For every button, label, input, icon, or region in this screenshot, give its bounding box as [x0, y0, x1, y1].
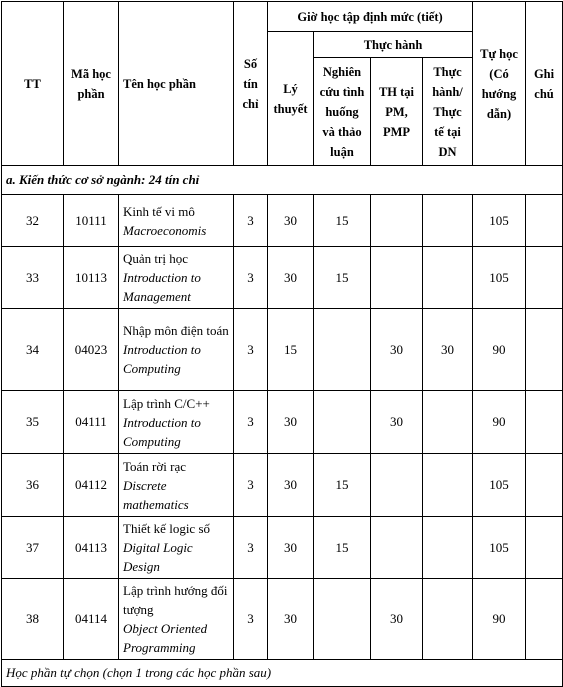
cell-code: 04114 — [64, 579, 119, 660]
cell-name — [119, 309, 234, 391]
cell-th-tai-pm — [371, 517, 423, 579]
course-name-vn: Nhập môn điện toán — [123, 323, 229, 338]
course-name-vn: Thiết kế logic số — [123, 521, 211, 536]
curriculum-table — [1, 1, 563, 687]
cell-name — [119, 391, 234, 454]
cell-ghi-chu — [526, 247, 563, 309]
course-name-en: Introduction to Management — [123, 270, 201, 304]
cell-thuc-te-dn: 30 — [423, 309, 473, 391]
cell-name — [119, 517, 234, 579]
course-name-en: Digital Logic Design — [123, 540, 193, 574]
table-row — [2, 247, 563, 309]
cell-credits: 3 — [234, 454, 268, 517]
cell-credits: 3 — [234, 195, 268, 247]
cell-thuc-te-dn — [423, 391, 473, 454]
cell-tt: 34 — [2, 309, 64, 391]
section-title: a. Kiến thức cơ sở ngành: 24 tín chỉ — [2, 166, 563, 195]
course-name-en: Introduction to Computing — [123, 342, 201, 376]
cell-tu-hoc: 90 — [473, 309, 526, 391]
cell-nghien-cuu — [314, 391, 371, 454]
table-row — [2, 454, 563, 517]
cell-nghien-cuu: 15 — [314, 247, 371, 309]
cell-th-tai-pm — [371, 195, 423, 247]
course-name-vn: Quản trị học — [123, 251, 188, 266]
header-tt: TT — [2, 2, 64, 166]
course-name-vn: Kinh tế vi mô — [123, 203, 195, 219]
cell-code: 10113 — [64, 247, 119, 309]
header-ma-hoc-phan: Mã học phần — [64, 2, 119, 166]
cell-tt: 38 — [2, 579, 64, 660]
cell-ghi-chu — [526, 391, 563, 454]
cell-code: 04111 — [64, 391, 119, 454]
cell-tu-hoc: 105 — [473, 517, 526, 579]
cell-credits: 3 — [234, 517, 268, 579]
table-row — [2, 517, 563, 579]
cell-nghien-cuu — [314, 309, 371, 391]
course-name-vn: Lập trình C/C++ — [123, 395, 210, 411]
cell-tt: 33 — [2, 247, 64, 309]
cell-tu-hoc: 105 — [473, 247, 526, 309]
cell-ghi-chu — [526, 309, 563, 391]
cell-code: 04112 — [64, 454, 119, 517]
cell-name — [119, 195, 234, 247]
cell-tu-hoc: 90 — [473, 579, 526, 660]
cell-credits: 3 — [234, 391, 268, 454]
cell-nghien-cuu: 15 — [314, 517, 371, 579]
header-nghien-cuu: Nghiên cứu tình huống và thảo luận — [314, 58, 371, 166]
course-name-en: Object Oriented Programming — [123, 621, 208, 655]
cell-thuc-te-dn — [423, 247, 473, 309]
cell-ly-thuyet: 15 — [268, 309, 314, 391]
cell-ly-thuyet: 30 — [268, 517, 314, 579]
header-gio-hoc: Giờ học tập định mức (tiết) — [268, 2, 473, 32]
cell-name — [119, 454, 234, 517]
cell-ghi-chu — [526, 454, 563, 517]
header-tu-hoc: Tự học (Có hướng dẫn) — [473, 2, 526, 166]
cell-nghien-cuu: 15 — [314, 195, 371, 247]
header-so-tin-chi: Số tín chỉ — [234, 2, 268, 166]
cell-credits: 3 — [234, 579, 268, 660]
cell-th-tai-pm: 30 — [371, 391, 423, 454]
cell-nghien-cuu — [314, 579, 371, 660]
course-name-en: Macroeconomis — [123, 222, 207, 238]
cell-tt: 32 — [2, 195, 64, 247]
cell-credits: 3 — [234, 247, 268, 309]
cell-th-tai-pm — [371, 454, 423, 517]
cell-ly-thuyet: 30 — [268, 391, 314, 454]
table-row — [2, 579, 563, 660]
cell-code: 04113 — [64, 517, 119, 579]
cell-code: 10111 — [64, 195, 119, 247]
cell-nghien-cuu: 15 — [314, 454, 371, 517]
table-row — [2, 309, 563, 391]
course-name-en: Discrete mathematics — [123, 477, 189, 512]
header-ly-thuyet: Lý thuyết — [268, 32, 314, 166]
header-th-tai-pm: TH tại PM, PMP — [371, 58, 423, 166]
cell-ly-thuyet: 30 — [268, 454, 314, 517]
header-ghi-chu: Ghi chú — [526, 2, 563, 166]
table-row — [2, 195, 563, 247]
cell-tt: 35 — [2, 391, 64, 454]
cell-ly-thuyet: 30 — [268, 195, 314, 247]
table-row — [2, 391, 563, 454]
cell-ghi-chu — [526, 195, 563, 247]
cell-tt: 36 — [2, 454, 64, 517]
cell-name — [119, 579, 234, 660]
course-name-vn: Lập trình hướng đối tượng — [123, 583, 228, 617]
cell-ghi-chu — [526, 579, 563, 660]
cell-th-tai-pm: 30 — [371, 309, 423, 391]
cell-ly-thuyet: 30 — [268, 579, 314, 660]
cell-ly-thuyet: 30 — [268, 247, 314, 309]
header-ten-hoc-phan: Tên học phần — [119, 2, 234, 166]
cell-ghi-chu — [526, 517, 563, 579]
cell-name — [119, 247, 234, 309]
cell-thuc-te-dn — [423, 454, 473, 517]
cell-thuc-te-dn — [423, 517, 473, 579]
cell-tu-hoc: 90 — [473, 391, 526, 454]
header-thuc-hanh: Thực hành — [314, 32, 473, 58]
cell-thuc-te-dn — [423, 195, 473, 247]
cell-th-tai-pm — [371, 247, 423, 309]
course-name-vn: Toán rời rạc — [123, 458, 186, 474]
cell-th-tai-pm: 30 — [371, 579, 423, 660]
elective-note: Học phần tự chọn (chọn 1 trong các học phần sau) — [2, 660, 563, 687]
cell-tt: 37 — [2, 517, 64, 579]
course-name-en: Introduction to Computing — [123, 414, 201, 449]
cell-thuc-te-dn — [423, 579, 473, 660]
cell-tu-hoc: 105 — [473, 195, 526, 247]
cell-tu-hoc: 105 — [473, 454, 526, 517]
header-thuc-te-dn: Thực hành/ Thực tế tại DN — [423, 58, 473, 166]
cell-code: 04023 — [64, 309, 119, 391]
cell-credits: 3 — [234, 309, 268, 391]
